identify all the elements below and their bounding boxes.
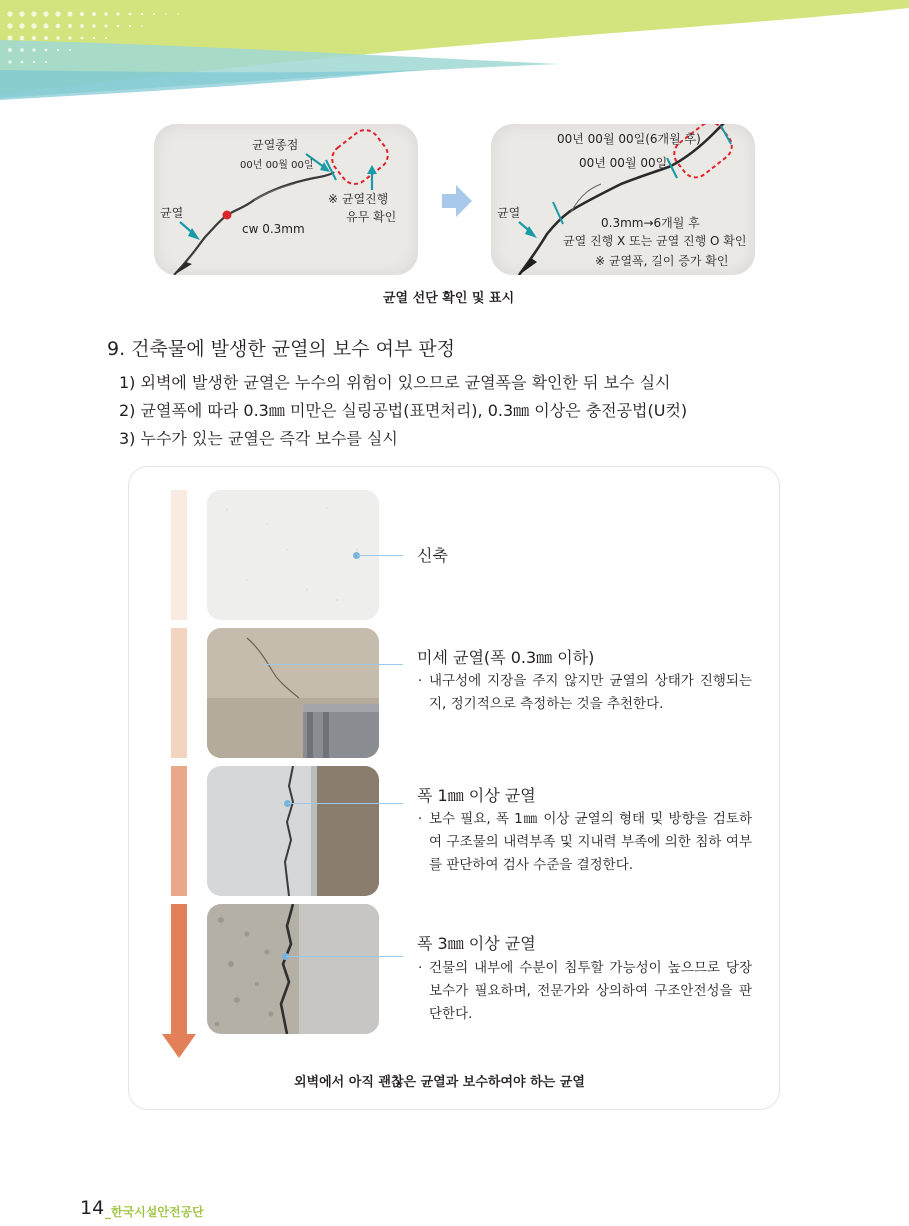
stage-bar-segment bbox=[171, 766, 187, 896]
bullet-mark: · bbox=[418, 960, 423, 976]
section-title: 9. 건축물에 발생한 균열의 보수 여부 판정 bbox=[107, 338, 456, 360]
stage-title-1mm-crack: 폭 1㎜ 이상 균열 bbox=[417, 786, 536, 805]
stage-desc-3mm-crack bbox=[418, 957, 752, 1026]
leader-line bbox=[286, 956, 403, 957]
list-item: 1) 외벽에 발생한 균열은 누수의 위험이 있으므로 균열폭을 확인한 뒤 보수 실시 bbox=[119, 373, 671, 392]
stage-bar-segment bbox=[171, 904, 187, 1034]
list-item: 2) 균열폭에 따라 0.3㎜ 미만은 실링공법(표면처리), 0.3㎜ 이상은 충전공법(U컷) bbox=[119, 401, 688, 420]
stage-desc-1mm-crack bbox=[418, 808, 752, 877]
crack-tip-photo-initial bbox=[154, 124, 418, 275]
crack-label: 균열 bbox=[160, 206, 184, 220]
crack-tip-photo-after bbox=[491, 124, 755, 275]
stage-bar-segment bbox=[171, 490, 187, 620]
crack-end-date: 00년 00월 00일 bbox=[240, 160, 314, 171]
right-arrow-icon bbox=[442, 185, 472, 217]
list-item: 3) 누수가 있는 균열은 즉각 보수를 실시 bbox=[119, 429, 398, 448]
increase-note: ※ 균열폭, 길이 증가 확인 bbox=[595, 254, 729, 268]
figure-caption: 균열 선단 확인 및 표시 bbox=[383, 291, 515, 306]
crack-width-label: cw 0.3mm bbox=[242, 222, 305, 236]
stage-title-3mm-crack: 폭 3㎜ 이상 균열 bbox=[417, 934, 536, 953]
crack-label-right: 균열 bbox=[497, 206, 521, 220]
leader-line bbox=[288, 803, 403, 804]
progress-check-line2: 유무 확인 bbox=[346, 210, 397, 224]
leader-line bbox=[357, 555, 403, 556]
progress-check-label: 균열 진행 X 또는 균열 진행 O 확인 bbox=[563, 234, 747, 248]
down-arrow-icon bbox=[162, 1034, 196, 1058]
photo-3mm-crack bbox=[207, 904, 379, 1034]
bullet-mark: · bbox=[418, 673, 423, 689]
date-after-six-months: 00년 00월 00일(6개월 후) bbox=[557, 132, 701, 146]
stage-title-fine-crack: 미세 균열(폭 0.3㎜ 이하) bbox=[417, 648, 595, 667]
photo-fine-crack bbox=[207, 628, 379, 758]
organization-name: _한국시설안전공단 bbox=[105, 1205, 204, 1219]
photo-1mm-crack bbox=[207, 766, 379, 896]
stage-desc-text: 보수 필요, 폭 1㎜ 이상 균열의 형태 및 방향을 검토하여 구조물의 내력부족 및 지내력 부족에 의한 침하 여부를 판단하여 검사 수준을 결정한다. bbox=[429, 811, 752, 873]
leader-line bbox=[262, 664, 403, 665]
page-number: 14 bbox=[80, 1197, 105, 1219]
crack-end-label: 균열종점 bbox=[252, 138, 299, 152]
width-change-label: 0.3mm→6개월 후 bbox=[601, 216, 700, 230]
stage-desc-fine-crack bbox=[418, 670, 752, 716]
progress-check-line1: ※ 균열진행 bbox=[328, 192, 389, 206]
bullet-mark: · bbox=[418, 811, 423, 827]
header-decoration bbox=[0, 0, 909, 110]
stage-bar-segment bbox=[171, 628, 187, 758]
stage-desc-text: 건물의 내부에 수분이 침투할 가능성이 높으므로 당장 보수가 필요하며, 전문가와 상의하여 구조안전성을 판단한다. bbox=[429, 960, 752, 1022]
box-caption: 외벽에서 아직 괜찮은 균열과 보수하여야 하는 균열 bbox=[294, 1075, 585, 1090]
date-initial: 00년 00월 00일 bbox=[579, 156, 668, 170]
stage-title-new: 신축 bbox=[417, 546, 448, 565]
stage-desc-text: 내구성에 지장을 주지 않지만 균열의 상태가 진행되는지, 정기적으로 측정하는 것을 추천한다. bbox=[429, 673, 752, 712]
